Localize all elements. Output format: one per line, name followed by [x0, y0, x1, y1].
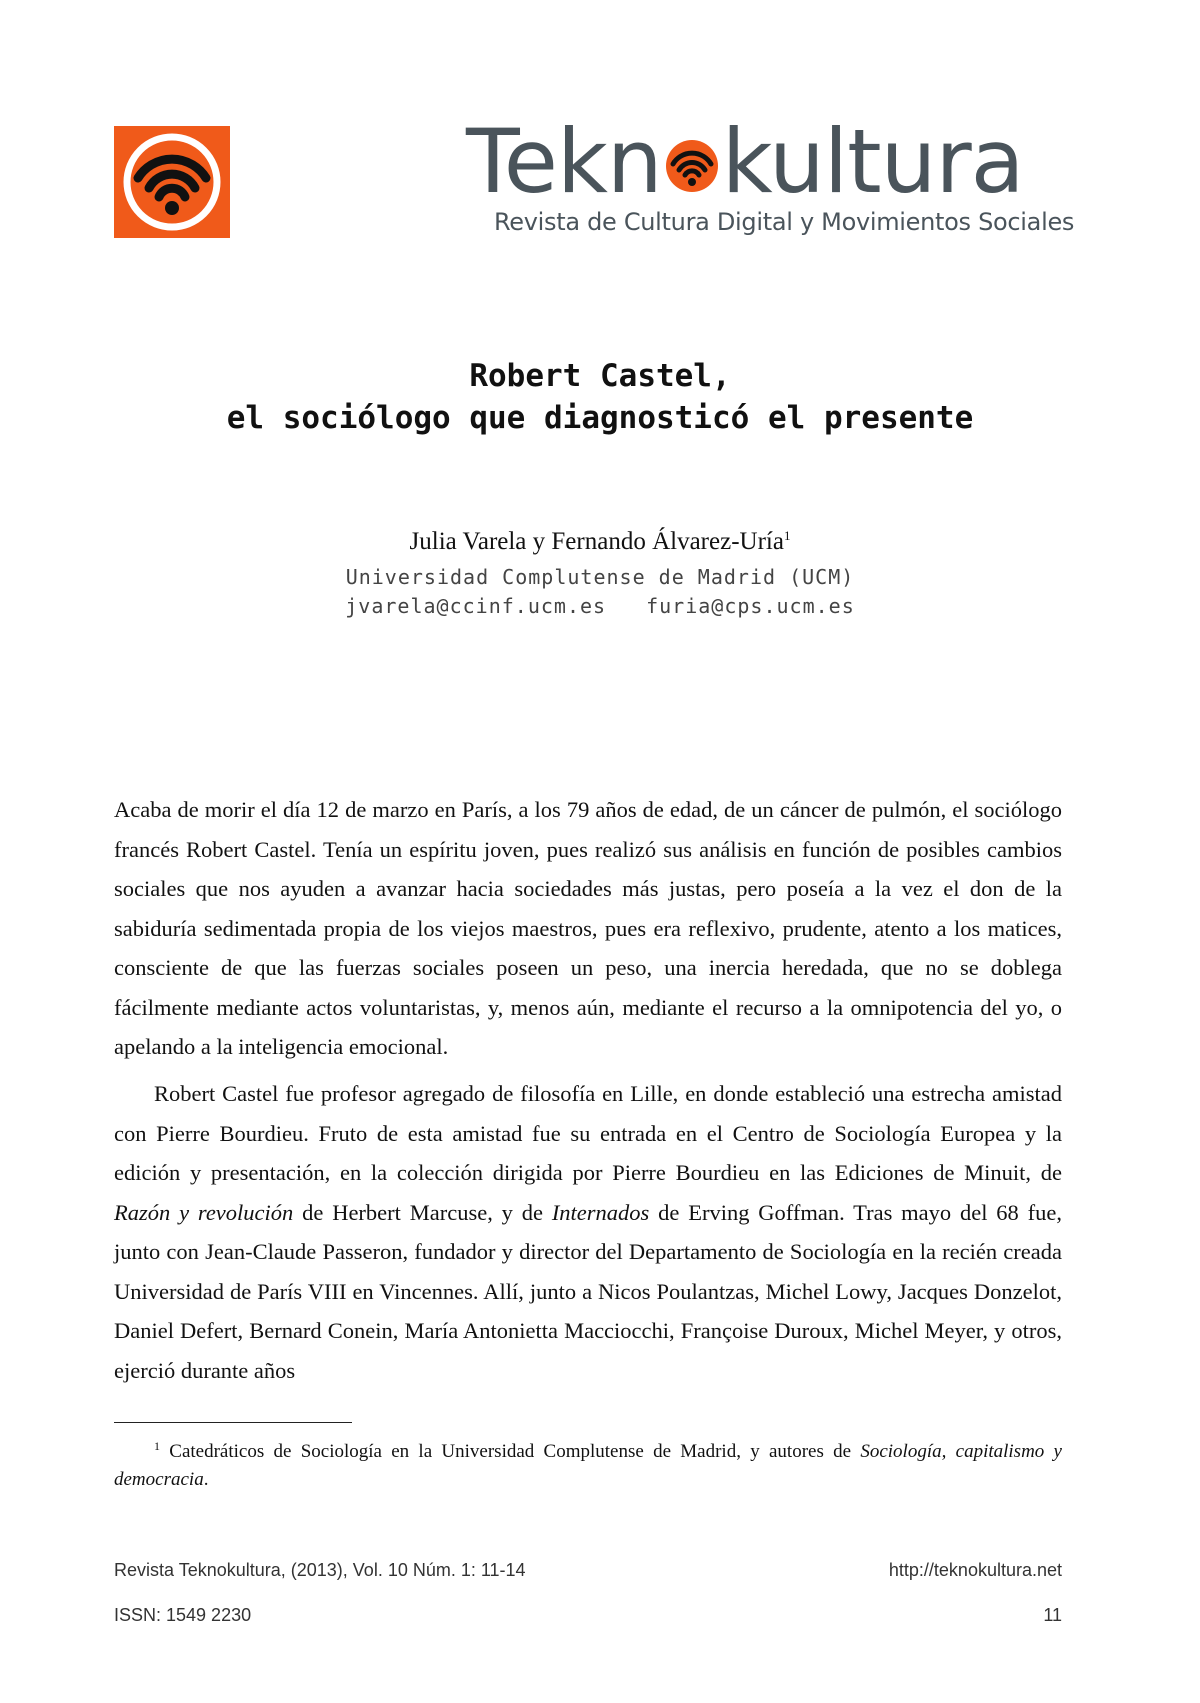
author-affiliation: Universidad Complutense de Madrid (UCM): [345, 565, 855, 589]
email-varela[interactable]: jvarela@ccinf.ucm.es: [345, 594, 607, 618]
footnote-divider: [114, 1422, 352, 1423]
brand-name-prefix: Tekn: [466, 110, 662, 213]
footer-url-link[interactable]: http://teknokultura.net: [888, 1560, 1062, 1580]
footnote-mark: 1: [154, 1439, 160, 1453]
book-title-internados: Internados: [551, 1199, 650, 1225]
paragraph-2-text-b: de Herbert Marcuse, y de: [293, 1199, 552, 1225]
brand-wordmark: [466, 112, 1024, 212]
footnote-1: [114, 1432, 1062, 1494]
email-alvarez-uria[interactable]: furia@cps.ucm.es: [646, 594, 855, 618]
brand-tagline: Revista de Cultura Digital y Movimientos Sociales: [494, 208, 1075, 236]
book-title-razon-y-revolucion: Razón y revolución: [114, 1199, 294, 1225]
article-title-line-2: el sociólogo que diagnosticó el presente: [226, 400, 974, 436]
article-authors: [0, 528, 1200, 556]
authors-names: Julia Varela y Fernando Álvarez-Uría: [409, 528, 784, 555]
logo-icon: [114, 126, 230, 238]
body-paragraph-1: Acaba de morir el día 12 de marzo en París, a los 79 años de edad, de un cáncer de pulmón, el sociólogo francés Robert Castel. Tenía un espíritu joven, pues realizó sus análisis en función de posibles cambios sociales que nos ayuden a avanzar hacia sociedades más justas, pero poseía a la vez el don de la sabiduría sedimentada propia de los viejos maestros, pues era reflexivo, prudente, atento a los matices, consciente de que las fuerzas sociales poseen un peso, una inercia heredada, que no se doblega fácilmente mediante actos voluntaristas, y, menos aún, mediante el recurso a la omnipotencia del yo, o apelando a la inteligencia emocional.: [114, 797, 1062, 1059]
authors-footnote-mark: 1: [783, 528, 791, 543]
author-emails: [0, 594, 1200, 618]
article-title-line-1: Robert Castel,: [469, 358, 731, 394]
journal-brand: [466, 112, 1086, 242]
footer-journal-citation: Revista Teknokultura, (2013), Vol. 10 Núm. 1: 11-14: [114, 1560, 526, 1580]
footer-issn: ISSN: 1549 2230: [114, 1605, 252, 1625]
wifi-o-icon: [663, 137, 721, 195]
wifi-signal-icon: [114, 126, 230, 238]
page-number: 11: [1043, 1605, 1062, 1625]
brand-name-suffix: kultura: [721, 110, 1024, 213]
footnote-text-b: .: [203, 1469, 209, 1490]
paragraph-2-text-c: de Erving Goffman. Tras mayo del 68 fue, junto con Jean-Claude Passeron, fundador y director del Departamento de Sociología en la recién creada Universidad de París VIII en Vincennes. Allí, junto a Nicos Poulantzas, Michel Lowy, Jacques Donzelot, Daniel Defert, Bernard Conein, María Antonietta Macciocchi, Françoise Duroux, Michel Meyer, y otros, ejerció durante años: [114, 1199, 1062, 1383]
footnote-text-a: Catedráticos de Sociología en la Universidad Complutense de Madrid, y autores de: [160, 1441, 861, 1462]
body-paragraph-2: [114, 1074, 1062, 1390]
paragraph-2-text-a: Robert Castel fue profesor agregado de filosofía en Lille, en donde estableció una estrecha amistad con Pierre Bourdieu. Fruto de esta amistad fue su entrada en el Centro de Sociología Europea y la edición y presentación, en la colección dirigida por Pierre Bourdieu en las Ediciones de Minuit, de: [114, 1081, 1062, 1185]
footnote-book-title: Sociología, capitalismo y democracia: [114, 1441, 1062, 1490]
